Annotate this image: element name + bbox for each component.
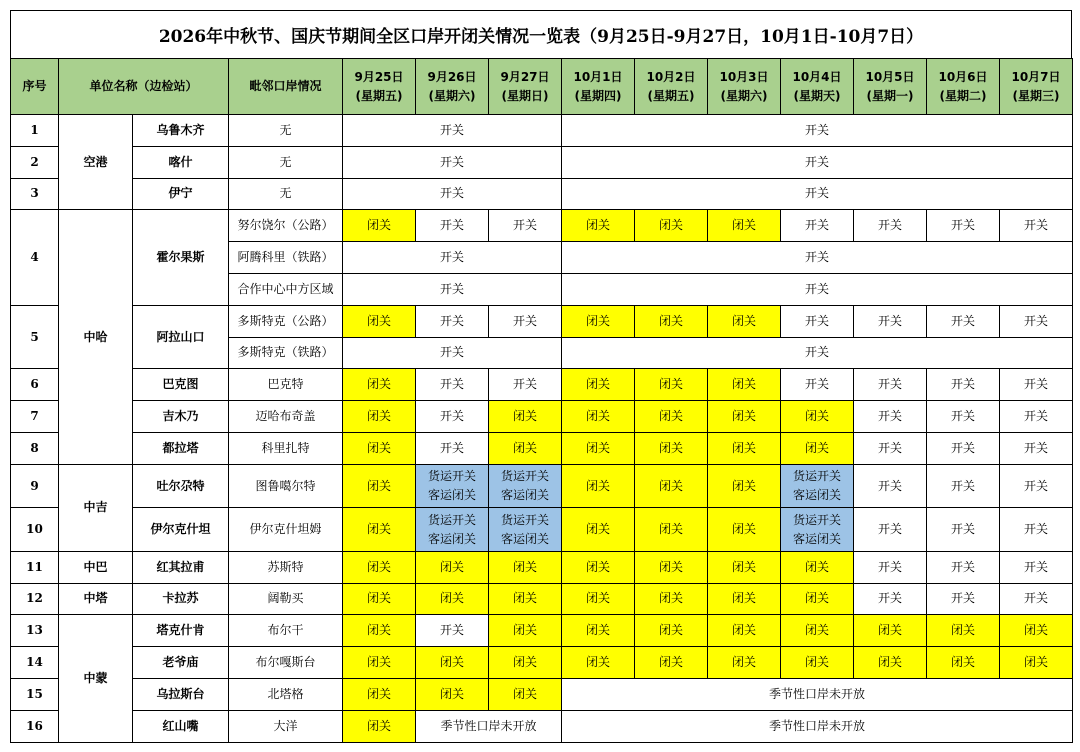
- status-cell: 闭关: [562, 210, 635, 242]
- station-name: 老爷庙: [133, 647, 229, 679]
- status-cell: 闭关: [708, 583, 781, 615]
- table-row: [11, 551, 1073, 583]
- status-cell: 闭关: [708, 401, 781, 433]
- status-line: 货运开关: [793, 469, 842, 484]
- status-cell: 开关: [854, 551, 927, 583]
- status-cell: 闭关: [635, 583, 708, 615]
- date: 10月4日: [792, 69, 842, 84]
- date: 10月3日: [719, 69, 769, 84]
- status-cell: 闭关: [635, 401, 708, 433]
- status-cell: 开关: [489, 305, 562, 337]
- status-cell: 开关: [1000, 551, 1073, 583]
- status-cell: 开关: [854, 369, 927, 401]
- status-cell: 闭关: [562, 647, 635, 679]
- status-cell: 开关: [1000, 305, 1073, 337]
- status-cell: 开关: [927, 508, 1000, 552]
- status-cell: 开关: [927, 551, 1000, 583]
- station-name: 红山嘴: [133, 710, 229, 742]
- station-name: 霍尔果斯: [133, 210, 229, 305]
- status-cell: 开关: [927, 401, 1000, 433]
- sheet-title: 2026年中秋节、国庆节期间全区口岸开闭关情况一览表（9月25日-9月27日，10月1日-10月7日）: [10, 10, 1072, 58]
- status-cell: 开关: [416, 210, 489, 242]
- table-row: [11, 464, 1073, 508]
- status-cell: 闭关: [343, 583, 416, 615]
- status-cell: 开关: [343, 146, 562, 178]
- row-number: 4: [11, 210, 59, 305]
- station-name: 喀什: [133, 146, 229, 178]
- neighbor-port: 布尔嘎斯台: [229, 647, 343, 679]
- station-name: 巴克图: [133, 369, 229, 401]
- status-cell: 闭关: [562, 551, 635, 583]
- status-line: 客运闭关: [428, 531, 477, 546]
- status-cell: 季节性口岸未开放: [562, 710, 1073, 742]
- status-cell: 闭关: [1000, 615, 1073, 647]
- status-cell: 开关: [489, 369, 562, 401]
- row-number: 14: [11, 647, 59, 679]
- neighbor-port: 迈哈布奇盖: [229, 401, 343, 433]
- row-number: 1: [11, 115, 59, 147]
- row-number: 7: [11, 401, 59, 433]
- status-cell: 闭关: [562, 432, 635, 464]
- status-cell: 开关: [1000, 401, 1073, 433]
- status-cell: 开关: [1000, 508, 1073, 552]
- row-number: 16: [11, 710, 59, 742]
- status-cell: 开关: [854, 583, 927, 615]
- status-cell: 闭关: [781, 615, 854, 647]
- status-cell: 开关: [1000, 210, 1073, 242]
- status-cell: 闭关: [416, 583, 489, 615]
- station-name: 伊宁: [133, 178, 229, 210]
- status-cell: [489, 464, 562, 508]
- weekday: (星期二): [939, 88, 987, 103]
- status-cell: 开关: [1000, 369, 1073, 401]
- status-cell: 开关: [854, 305, 927, 337]
- table-row: [11, 647, 1073, 679]
- status-cell: 闭关: [489, 647, 562, 679]
- row-number: 11: [11, 551, 59, 583]
- status-cell: 闭关: [635, 305, 708, 337]
- status-cell: 闭关: [489, 615, 562, 647]
- row-number: 15: [11, 678, 59, 710]
- neighbor-port: 合作中心中方区域: [229, 273, 343, 305]
- header-date: [708, 59, 781, 115]
- status-cell: 闭关: [343, 305, 416, 337]
- status-cell: 闭关: [781, 583, 854, 615]
- status-cell: 闭关: [562, 305, 635, 337]
- table-row: [11, 115, 1073, 147]
- status-cell: 闭关: [343, 401, 416, 433]
- status-cell: 闭关: [635, 369, 708, 401]
- status-cell: 开关: [416, 305, 489, 337]
- row-number: 2: [11, 146, 59, 178]
- status-cell: 开关: [781, 305, 854, 337]
- table-row: [11, 210, 1073, 242]
- status-cell: [781, 464, 854, 508]
- status-cell: 闭关: [635, 647, 708, 679]
- group-label: 中哈: [59, 210, 133, 464]
- status-cell: 闭关: [416, 551, 489, 583]
- status-line: 货运开关: [501, 512, 550, 527]
- status-cell: 开关: [562, 178, 1073, 210]
- header-neighbor: 毗邻口岸情况: [229, 59, 343, 115]
- status-cell: 闭关: [416, 678, 489, 710]
- status-line: 客运闭关: [793, 488, 842, 503]
- neighbor-port: 阿腾科里（铁路）: [229, 242, 343, 274]
- status-cell: 开关: [343, 242, 562, 274]
- row-number: 12: [11, 583, 59, 615]
- table-row: [11, 432, 1073, 464]
- weekday: (星期四): [574, 88, 622, 103]
- status-cell: 开关: [562, 242, 1073, 274]
- status-cell: 闭关: [489, 432, 562, 464]
- group-label: 中吉: [59, 464, 133, 551]
- status-cell: 开关: [343, 178, 562, 210]
- status-cell: 闭关: [1000, 647, 1073, 679]
- table-row: [11, 678, 1073, 710]
- status-cell: 闭关: [562, 369, 635, 401]
- status-cell: 开关: [562, 273, 1073, 305]
- station-name: 都拉塔: [133, 432, 229, 464]
- station-name: 吉木乃: [133, 401, 229, 433]
- status-cell: 闭关: [343, 464, 416, 508]
- neighbor-port: 图鲁噶尔特: [229, 464, 343, 508]
- status-cell: 闭关: [635, 210, 708, 242]
- neighbor-port: 北塔格: [229, 678, 343, 710]
- status-line: 客运闭关: [501, 531, 550, 546]
- date: 9月26日: [427, 69, 477, 84]
- status-cell: 闭关: [635, 464, 708, 508]
- neighbor-port: 巴克特: [229, 369, 343, 401]
- status-cell: 闭关: [343, 615, 416, 647]
- group-label: 空港: [59, 115, 133, 210]
- status-cell: 开关: [416, 432, 489, 464]
- status-cell: 开关: [927, 583, 1000, 615]
- header-date: [489, 59, 562, 115]
- date: 10月1日: [573, 69, 623, 84]
- header-unit: 单位名称（边检站）: [59, 59, 229, 115]
- status-cell: 闭关: [708, 305, 781, 337]
- status-cell: 闭关: [708, 369, 781, 401]
- status-cell: 开关: [1000, 583, 1073, 615]
- group-label: 中塔: [59, 583, 133, 615]
- status-cell: 闭关: [343, 678, 416, 710]
- status-cell: 开关: [489, 210, 562, 242]
- status-cell: 开关: [416, 615, 489, 647]
- status-cell: 开关: [1000, 432, 1073, 464]
- status-cell: 闭关: [927, 615, 1000, 647]
- station-name: 乌鲁木齐: [133, 115, 229, 147]
- weekday: (星期六): [428, 88, 476, 103]
- date: 9月27日: [500, 69, 550, 84]
- status-cell: 闭关: [343, 647, 416, 679]
- status-cell: 开关: [562, 337, 1073, 369]
- status-cell: 闭关: [562, 464, 635, 508]
- row-number: 10: [11, 508, 59, 552]
- row-number: 13: [11, 615, 59, 647]
- table-row: [11, 146, 1073, 178]
- status-cell: 闭关: [635, 615, 708, 647]
- status-cell: 闭关: [781, 551, 854, 583]
- header-date: [854, 59, 927, 115]
- port-status-table: [10, 58, 1073, 743]
- status-cell: 闭关: [489, 401, 562, 433]
- status-cell: [489, 508, 562, 552]
- row-number: 8: [11, 432, 59, 464]
- status-cell: 开关: [854, 464, 927, 508]
- station-name: 吐尔尕特: [133, 464, 229, 508]
- neighbor-port: 伊尔克什坦姆: [229, 508, 343, 552]
- header-date: [562, 59, 635, 115]
- table-row: [11, 305, 1073, 337]
- status-line: 货运开关: [793, 512, 842, 527]
- status-cell: 闭关: [635, 508, 708, 552]
- station-name: 阿拉山口: [133, 305, 229, 369]
- status-cell: 闭关: [343, 210, 416, 242]
- status-cell: 开关: [343, 273, 562, 305]
- status-cell: 开关: [1000, 464, 1073, 508]
- status-cell: 闭关: [562, 401, 635, 433]
- status-cell: 闭关: [562, 583, 635, 615]
- status-cell: 闭关: [562, 508, 635, 552]
- station-name: 红其拉甫: [133, 551, 229, 583]
- status-cell: 闭关: [708, 210, 781, 242]
- status-cell: 闭关: [708, 615, 781, 647]
- status-cell: 闭关: [343, 508, 416, 552]
- date: 10月5日: [865, 69, 915, 84]
- weekday: (星期天): [793, 88, 841, 103]
- status-cell: [416, 464, 489, 508]
- header-seq: 序号: [11, 59, 59, 115]
- status-cell: 闭关: [343, 432, 416, 464]
- port-status-sheet: [10, 10, 1072, 745]
- status-cell: 闭关: [489, 551, 562, 583]
- station-name: 伊尔克什坦: [133, 508, 229, 552]
- row-number: 6: [11, 369, 59, 401]
- table-row: [11, 178, 1073, 210]
- status-cell: 开关: [781, 369, 854, 401]
- status-cell: 闭关: [635, 432, 708, 464]
- header-date: [635, 59, 708, 115]
- neighbor-port: 努尔饶尔（公路）: [229, 210, 343, 242]
- status-cell: 闭关: [416, 647, 489, 679]
- status-cell: 季节性口岸未开放: [416, 710, 562, 742]
- status-cell: [781, 508, 854, 552]
- neighbor-port: 多斯特克（公路）: [229, 305, 343, 337]
- status-cell: [416, 508, 489, 552]
- status-cell: 闭关: [489, 583, 562, 615]
- weekday: (星期五): [355, 88, 403, 103]
- row-number: 9: [11, 464, 59, 508]
- status-cell: 开关: [927, 210, 1000, 242]
- status-cell: 开关: [854, 432, 927, 464]
- row-number: 5: [11, 305, 59, 369]
- header-date: [781, 59, 854, 115]
- status-line: 客运闭关: [793, 531, 842, 546]
- header-date: [416, 59, 489, 115]
- status-cell: 开关: [854, 401, 927, 433]
- table-row: [11, 401, 1073, 433]
- neighbor-port: 科里扎特: [229, 432, 343, 464]
- status-cell: 开关: [343, 337, 562, 369]
- status-cell: 闭关: [708, 508, 781, 552]
- neighbor-port: 无: [229, 115, 343, 147]
- header-date: [927, 59, 1000, 115]
- neighbor-port: 多斯特克（铁路）: [229, 337, 343, 369]
- status-line: 货运开关: [428, 512, 477, 527]
- group-label: 中蒙: [59, 615, 133, 742]
- status-cell: 闭关: [927, 647, 1000, 679]
- table-row: [11, 583, 1073, 615]
- neighbor-port: 大洋: [229, 710, 343, 742]
- header-date: [1000, 59, 1073, 115]
- header-row: [11, 59, 1073, 115]
- status-cell: 闭关: [343, 369, 416, 401]
- status-cell: 开关: [343, 115, 562, 147]
- neighbor-port: 无: [229, 146, 343, 178]
- station-name: 乌拉斯台: [133, 678, 229, 710]
- neighbor-port: 阔勒买: [229, 583, 343, 615]
- status-cell: 开关: [854, 210, 927, 242]
- table-row: [11, 710, 1073, 742]
- table-row: [11, 369, 1073, 401]
- neighbor-port: 无: [229, 178, 343, 210]
- status-cell: 开关: [927, 432, 1000, 464]
- status-cell: 闭关: [562, 615, 635, 647]
- status-cell: 开关: [562, 115, 1073, 147]
- status-cell: 闭关: [781, 401, 854, 433]
- status-cell: 开关: [416, 401, 489, 433]
- status-cell: 闭关: [708, 551, 781, 583]
- status-line: 货运开关: [428, 469, 477, 484]
- station-name: 卡拉苏: [133, 583, 229, 615]
- status-cell: 闭关: [343, 551, 416, 583]
- neighbor-port: 苏斯特: [229, 551, 343, 583]
- status-cell: 闭关: [854, 647, 927, 679]
- status-cell: 开关: [927, 305, 1000, 337]
- status-cell: 季节性口岸未开放: [562, 678, 1073, 710]
- status-cell: 闭关: [781, 432, 854, 464]
- status-cell: 闭关: [781, 647, 854, 679]
- status-cell: 闭关: [708, 647, 781, 679]
- weekday: (星期一): [866, 88, 914, 103]
- date: 10月7日: [1011, 69, 1061, 84]
- status-cell: 闭关: [854, 615, 927, 647]
- status-cell: 闭关: [489, 678, 562, 710]
- status-cell: 闭关: [708, 432, 781, 464]
- status-cell: 开关: [927, 369, 1000, 401]
- status-line: 货运开关: [501, 469, 550, 484]
- date: 10月6日: [938, 69, 988, 84]
- status-cell: 开关: [854, 508, 927, 552]
- status-cell: 开关: [416, 369, 489, 401]
- station-name: 塔克什肯: [133, 615, 229, 647]
- status-cell: 闭关: [343, 710, 416, 742]
- status-cell: 闭关: [635, 551, 708, 583]
- date: 10月2日: [646, 69, 696, 84]
- weekday: (星期三): [1012, 88, 1060, 103]
- status-cell: 闭关: [708, 464, 781, 508]
- weekday: (星期日): [501, 88, 549, 103]
- weekday: (星期六): [720, 88, 768, 103]
- weekday: (星期五): [647, 88, 695, 103]
- status-line: 客运闭关: [501, 488, 550, 503]
- date: 9月25日: [354, 69, 404, 84]
- status-cell: 开关: [562, 146, 1073, 178]
- status-cell: 开关: [927, 464, 1000, 508]
- row-number: 3: [11, 178, 59, 210]
- table-row: [11, 615, 1073, 647]
- status-line: 客运闭关: [428, 488, 477, 503]
- status-cell: 开关: [781, 210, 854, 242]
- header-date: [343, 59, 416, 115]
- table-row: [11, 508, 1073, 552]
- group-label: 中巴: [59, 551, 133, 583]
- neighbor-port: 布尔干: [229, 615, 343, 647]
